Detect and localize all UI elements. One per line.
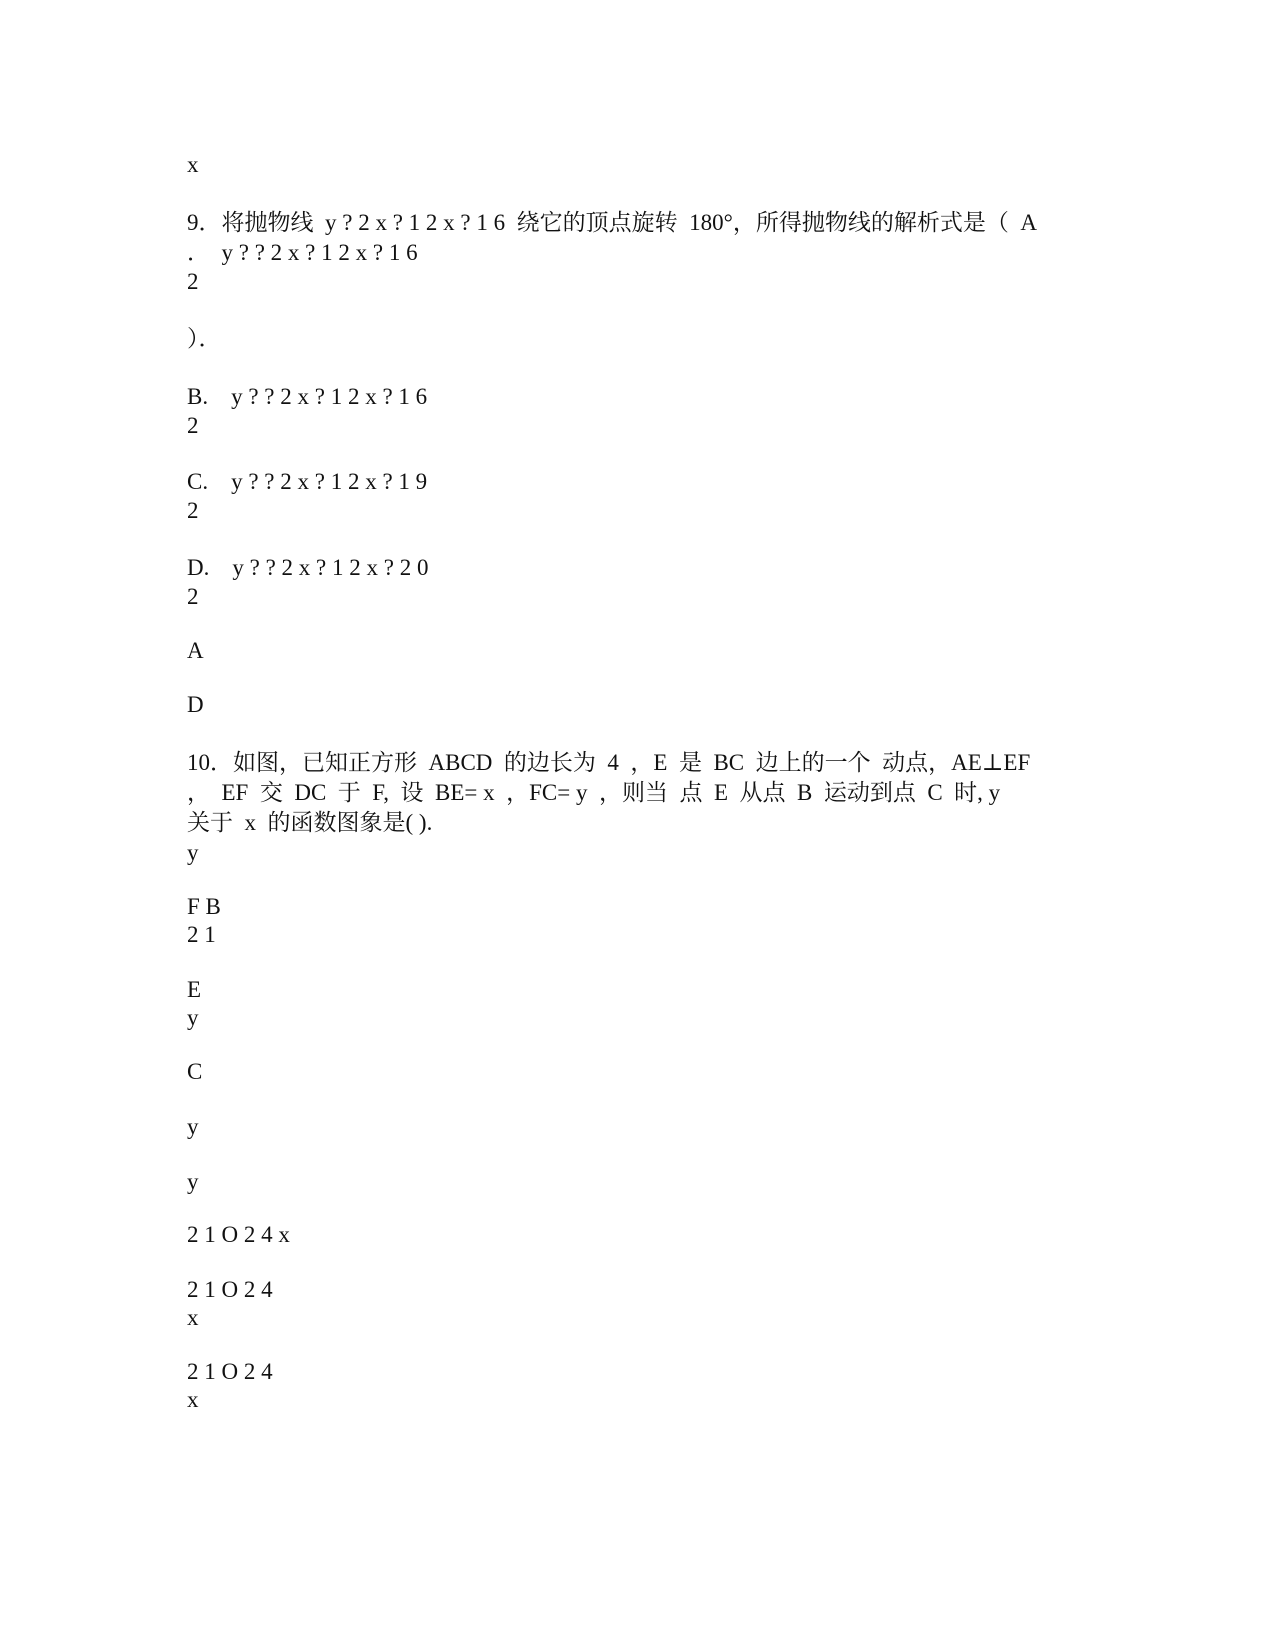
option-b-exponent: 2 (187, 413, 199, 438)
figure-label-y-1: y (187, 840, 199, 865)
question-9-close-paren: ）． (187, 326, 222, 351)
question-9-text: 9．将抛物线 y ? 2 x ? 1 2 x ? 1 6 绕它的顶点旋转 180°，所得抛物线的解析式是（ A (187, 210, 1037, 235)
question-10-line-3: 关于 x 的函数图象是( ). (187, 810, 433, 835)
figure-label-a: A (187, 638, 204, 663)
graph-axis-x-3: x (187, 1387, 199, 1412)
option-b-formula: B. y ? ? 2 x ? 1 2 x ? 1 6 (187, 384, 428, 409)
graph-axis-labels-3: 2 1 O 2 4 (187, 1359, 273, 1384)
question-10-line-2: ， EF 交 DC 于 F, 设 BE= x ，FC= y ，则当 点 E 从点 B 运动到点 C 时, y (187, 780, 1001, 805)
graph-axis-x-2: x (187, 1305, 199, 1330)
figure-label-y-4: y (187, 1169, 199, 1194)
graph-axis-labels-2: 2 1 O 2 4 (187, 1277, 273, 1302)
option-d-formula: D. y ? ? 2 x ? 1 2 x ? 2 0 (187, 555, 429, 580)
figure-label-y-3: y (187, 1114, 199, 1139)
question-10-line-1: 10．如图，已知正方形 ABCD 的边长为 4 ，E 是 BC 边上的一个 动点，AE⊥EF (187, 750, 1031, 775)
option-c-formula: C. y ? ? 2 x ? 1 2 x ? 1 9 (187, 469, 428, 494)
figure-label-f-b: F B (187, 894, 221, 919)
option-d-exponent: 2 (187, 584, 199, 609)
text-line-x-top: x (187, 152, 199, 177)
figure-label-c: C (187, 1059, 203, 1084)
option-c-exponent: 2 (187, 498, 199, 523)
figure-label-e: E (187, 977, 202, 1002)
figure-label-d: D (187, 692, 204, 717)
figure-label-y-2: y (187, 1005, 199, 1030)
option-a-formula: ． y ? ? 2 x ? 1 2 x ? 1 6 (187, 240, 418, 265)
option-a-exponent: 2 (187, 269, 199, 294)
figure-label-2-1: 2 1 (187, 922, 216, 947)
graph-axis-labels-1: 2 1 O 2 4 x (187, 1222, 290, 1247)
